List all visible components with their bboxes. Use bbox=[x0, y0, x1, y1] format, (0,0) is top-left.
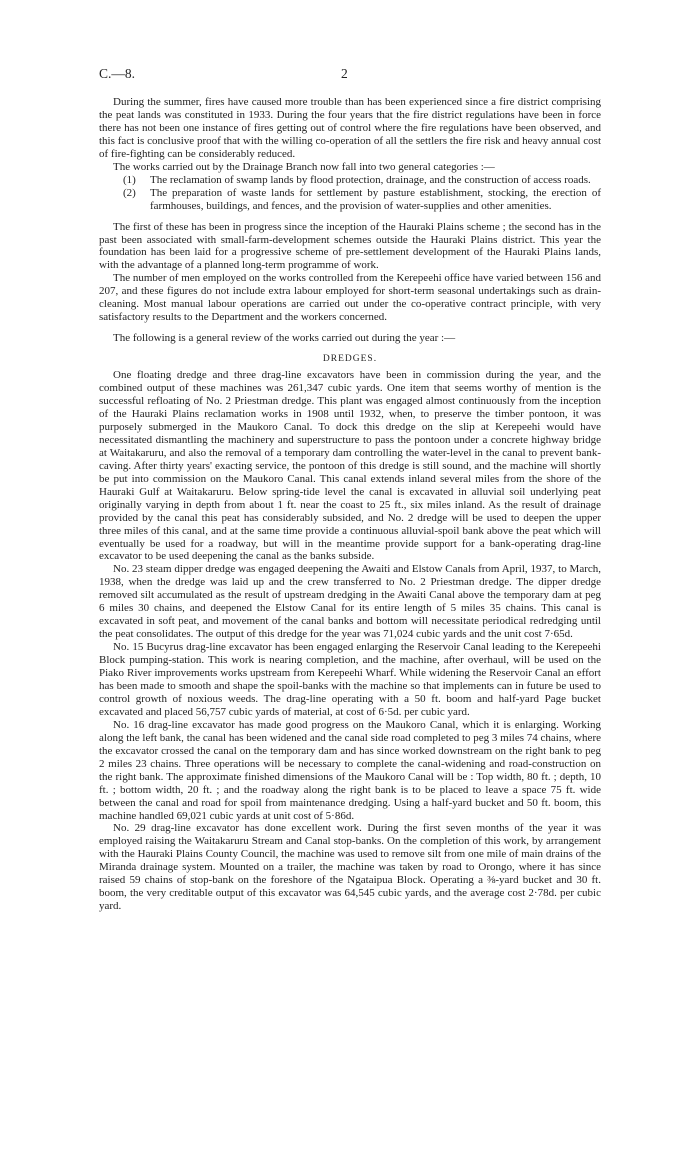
list-item-label: (1) bbox=[123, 173, 136, 186]
paragraph-hauraki-scheme: The first of these has been in progress since the inception of the Hauraki Plains scheme ; the second has in the past been associated with small-farm-development schemes outside the Hauraki Plains district. This year the foundation has been laid for a progressive scheme of pre-settlement development of the Hauraki Plains lands, with the advantage of a planned long-term programme of work. bbox=[99, 220, 601, 272]
report-reference: C.—8. bbox=[99, 66, 136, 81]
list-item-text: The preparation of waste lands for settlement by pasture establishment, stocking, the erection of farmhouses, buildings, and fences, and the provision of water-supplies and other amenities. bbox=[150, 186, 601, 212]
paragraph-employment: The number of men employed on the works controlled from the Kerepeehi office have varied between 156 and 207, and these figures do not include extra labour employed for short-term seasonal undertakings such as drain-cleaning. Most manual labour operations are carried out under the co-operative contract principle, with very satisfactory results to the Department and the workers concerned. bbox=[99, 272, 601, 324]
list-item bbox=[99, 174, 601, 187]
paragraph-dredge-no23: No. 23 steam dipper dredge was engaged deepening the Awaiti and Elstow Canals from April, 1937, to March, 1938, when the dredge was laid up and the crew transferred to No. 2 Priestman dredge. The dipper dredge removed silt accumulated as the result of upstream dredging in the Awaiti Canal above the temporary dam at peg 6 miles 30 chains, and deepened the Elstow Canal for its entire length of 5 miles 35 chains. This canal is excavated in soft peat, and movement of the canal banks and bottom will necessitate periodical redredging until the peat consolidates. The output of this dredge for the year was 71,024 cubic yards and the unit cost 7·65d. bbox=[99, 563, 601, 641]
paragraph-review-intro: The following is a general review of the works carried out during the year :— bbox=[113, 332, 456, 345]
paragraph-dredge-no15: No. 15 Bucyrus drag-line excavator has been engaged enlarging the Reservoir Canal leading to the Kerepeehi Block pumping-station. This work is nearing completion, and the machine, after overhaul, will be used on the Piako River improvements works upstream from Kerepeehi Wharf. While widening the Reservoir Canal an effort has been made to smooth and shape the spoil-banks with the machine so that implements can in future be used to control growth of noxious weeds. The drag-line operating with a 50 ft. boom and half-yard Page bucket excavated and placed 56,757 cubic yards of material, at cost of 6·5d. per cubic yard. bbox=[99, 641, 601, 718]
page-header bbox=[99, 66, 599, 84]
paragraph-categories-intro: The works carried out by the Drainage Branch now fall into two general categories :— bbox=[113, 160, 495, 173]
paragraph-dredge-overview: One floating dredge and three drag-line excavators have been in commission during the year, and the combined output of these machines was 261,347 cubic yards. One item that seems worthy of mention is the successful refloating of No. 2 Priestman dredge. This plant was engaged almost continuously from the inception of the Hauraki Plains reclamation works in 1908 until 1932, when, to preserve the timber pontoon, it was purposely submerged in the Maukoro Canal. To dock this dredge on the slip at Kerepeehi would have necessitated dismantling the machinery and superstructure to pass the pontoon under a concrete highway bridge at Waitakaruru, and also the removal of a temporary dam controlling the water-level in the canal to prevent bank-caving. After thirty years' exacting service, the pontoon of this dredge is still sound, and the machine will shortly be put into commission on the Maukoro Canal. This canal extends inland several miles from the shore of the Hauraki Gulf at Waitakaruru. Below spring-tide level the canal is excavated in alluvial soil underlying peat originally varying in depth from about 1 ft. near the coast to 25 ft., six miles inland. As the result of drainage provided by the canal this peat has considerably subsided, and No. 2 dredge will be used to deepen the upper three miles of this canal, and at the same time provide a continuous alluvial-spoil bank above the peat which will eventually be used for a roadway, but will in the meantime provide support for a bank-operating drag-line excavator to be used deepening the canal as the banks subside. bbox=[99, 369, 601, 563]
paragraph-dredge-no16: No. 16 drag-line excavator has made good progress on the Maukoro Canal, which it is enlarging. Working along the left bank, the canal has been widened and the canal side road completed to peg 3 miles 74 chains, where the excavator crossed the canal on the temporary dam and has since worked downstream on the right bank to peg 2 miles 23 chains. Three operations will be necessary to complete the canal-widening and road-construction on the right bank. The approximate finished dimensions of the Maukoro Canal will be : Top width, 80 ft. ; depth, 10 ft. ; bottom width, 20 ft. ; and the roadway along the right bank is to be placed to leave a space 75 ft. wide between the canal and road for spoil from maintenance dredging. Using a half-yard bucket and 50 ft. boom, this machine handled 69,021 cubic yards at unit cost of 5·86d. bbox=[99, 718, 601, 822]
page-number: 2 bbox=[341, 66, 348, 81]
list-item-label: (2) bbox=[123, 186, 136, 199]
paragraph-fire-district: During the summer, fires have caused more trouble than has been experienced since a fire district comprising the peat lands was constituted in 1933. During the four years that the fire district regulations have been in force there has not been one instance of fires getting out of control where the fire regulations have been observed, and this fact is conclusive proof that with the willing co-operation of all the settlers the fire risk and heavy annual cost of fire-fighting can be considerably reduced. bbox=[99, 96, 601, 160]
list-item-text: The reclamation of swamp lands by flood protection, drainage, and the construction of access roads. bbox=[150, 173, 591, 186]
document-body bbox=[99, 96, 601, 913]
list-item bbox=[99, 187, 601, 213]
paragraph-dredge-no29: No. 29 drag-line excavator has done excellent work. During the first seven months of the year it was employed raising the Waitakaruru Stream and Canal stop-banks. On the completion of this work, by arrangement with the Hauraki Plains County Council, the machine was used to remove silt from one mile of main drains of the Miranda drainage system. Mounted on a trailer, the machine was taken by road to Orongo, where it has since raised 59 chains of stop-bank on the foreshore of the Ngataipua Block. Operating a ⅜-yard bucket and 30 ft. boom, the very creditable output of this excavator was 64,545 cubic yards, and the average cost 2·78d. per cubic yard. bbox=[99, 822, 601, 913]
section-heading-dredges: DREDGES. bbox=[322, 354, 378, 365]
